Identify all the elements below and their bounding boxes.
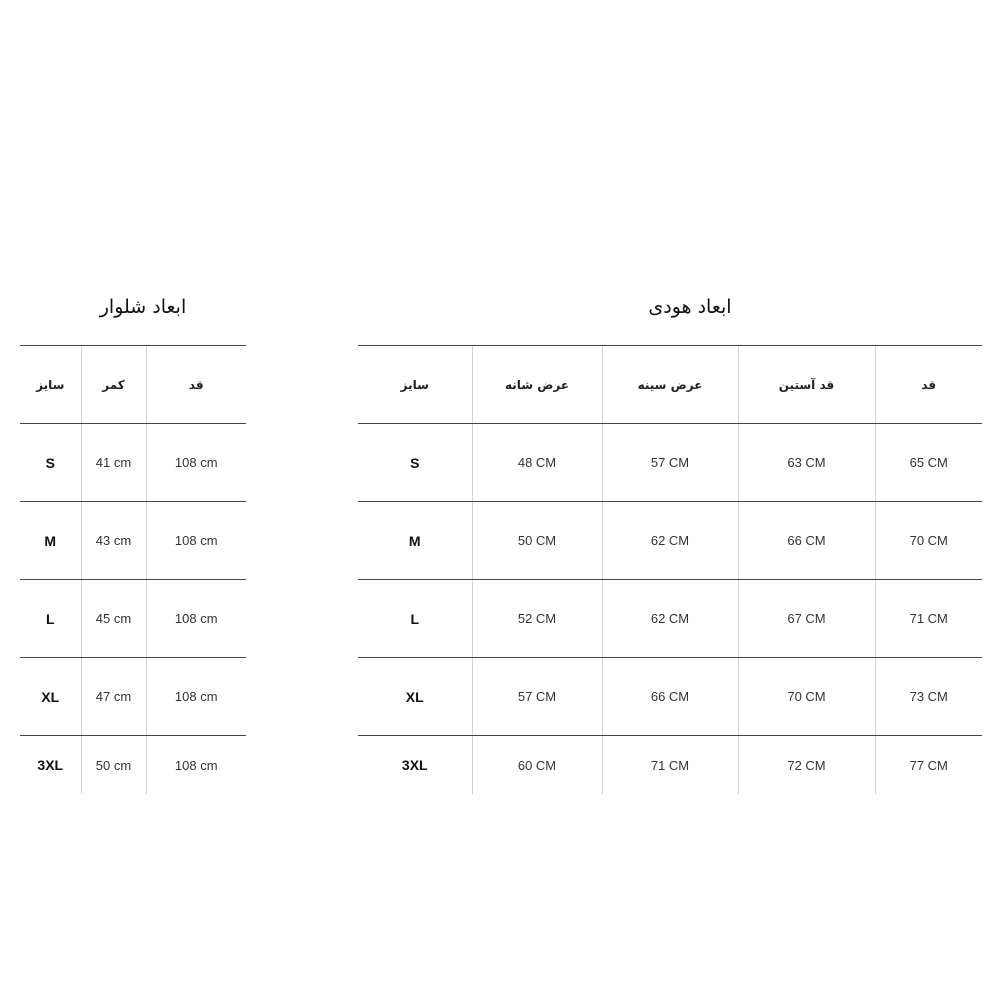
chest-cell: 66 CM — [602, 658, 738, 736]
table-row — [358, 424, 982, 502]
sleeve-cell: 70 CM — [738, 658, 875, 736]
size-cell: XL — [20, 658, 81, 736]
shoulder-cell: 48 CM — [472, 424, 602, 502]
table-header-row — [20, 346, 246, 424]
sleeve-cell: 67 CM — [738, 580, 875, 658]
length-cell: 108 cm — [146, 424, 246, 502]
sleeve-cell: 66 CM — [738, 502, 875, 580]
table-row — [358, 658, 982, 736]
size-cell: S — [20, 424, 81, 502]
sleeve-cell: 63 CM — [738, 424, 875, 502]
size-cell: XL — [358, 658, 472, 736]
waist-cell: 50 cm — [81, 736, 146, 795]
chest-cell: 71 CM — [602, 736, 738, 795]
chest-cell: 57 CM — [602, 424, 738, 502]
table-header-row — [358, 346, 982, 424]
size-cell: L — [358, 580, 472, 658]
chest-cell: 62 CM — [602, 502, 738, 580]
pants-size-title: ابعاد شلوار — [99, 296, 187, 318]
size-cell: 3XL — [401, 757, 428, 773]
pants-size-table — [20, 345, 246, 794]
hoodie-size-table — [358, 345, 982, 794]
hoodie-size-title: ابعاد هودی — [648, 296, 732, 318]
header-chest-width: عرض سینه — [602, 346, 738, 424]
table-row — [358, 580, 982, 658]
table-row — [20, 424, 246, 502]
size-cell: M — [20, 502, 81, 580]
waist-cell: 47 cm — [81, 658, 146, 736]
chest-cell: 62 CM — [602, 580, 738, 658]
shoulder-cell: 60 CM — [472, 736, 602, 795]
length-cell: 77 CM — [875, 736, 982, 795]
table-row — [20, 736, 246, 795]
header-waist: کمر — [81, 346, 146, 424]
length-cell: 73 CM — [875, 658, 982, 736]
length-cell: 108 cm — [146, 502, 246, 580]
sleeve-cell: 72 CM — [738, 736, 875, 795]
length-cell: 71 CM — [875, 580, 982, 658]
length-cell: 108 cm — [146, 658, 246, 736]
length-cell: 65 CM — [875, 424, 982, 502]
waist-cell: 45 cm — [81, 580, 146, 658]
waist-cell: 41 cm — [81, 424, 146, 502]
shoulder-cell: 50 CM — [472, 502, 602, 580]
table-row — [20, 502, 246, 580]
length-cell: 108 cm — [146, 580, 246, 658]
header-length: قد — [146, 346, 246, 424]
header-shoulder-width: عرض شانه — [472, 346, 602, 424]
header-sleeve-length: قد آستین — [738, 346, 875, 424]
table-row — [20, 580, 246, 658]
waist-cell: 43 cm — [81, 502, 146, 580]
table-row — [358, 502, 982, 580]
size-cell: 3XL — [37, 757, 64, 773]
header-size: سایز — [20, 346, 81, 424]
shoulder-cell: 57 CM — [472, 658, 602, 736]
size-cell: L — [20, 580, 81, 658]
header-size: سایز — [358, 346, 472, 424]
table-row — [20, 658, 246, 736]
size-cell: S — [358, 424, 472, 502]
shoulder-cell: 52 CM — [472, 580, 602, 658]
table-row — [358, 736, 982, 795]
length-cell: 70 CM — [875, 502, 982, 580]
length-cell: 108 cm — [146, 736, 246, 795]
header-length: قد — [875, 346, 982, 424]
size-cell: M — [358, 502, 472, 580]
